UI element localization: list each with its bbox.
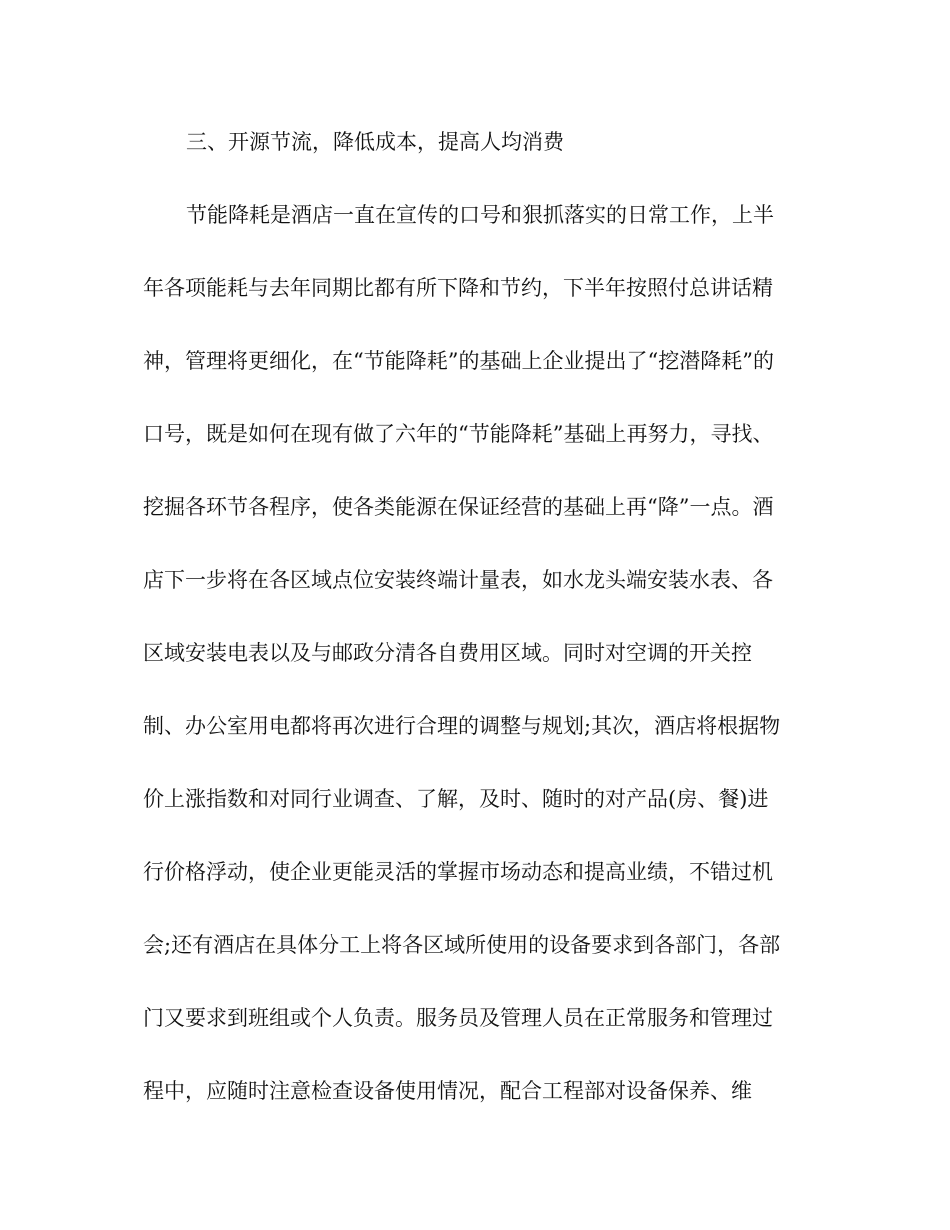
paragraph-line: 区域安装电表以及与邮政分清各自费用区域。同时对空调的开关控 bbox=[143, 641, 752, 665]
paragraph-line: 制、办公室用电都将再次进行合理的调整与规划;其次，酒店将根据物 bbox=[143, 714, 781, 738]
paragraph-line: 行价格浮动，使企业更能灵活的掌握市场动态和提高业绩，不错过机 bbox=[143, 860, 773, 884]
paragraph-line: 口号，既是如何在现有做了六年的“节能降耗”基础上再努力，寻找、 bbox=[143, 422, 774, 446]
document-body bbox=[143, 126, 808, 1148]
paragraph-line: 神，管理将更细化，在“节能降耗”的基础上企业提出了“挖潜降耗”的 bbox=[143, 349, 774, 373]
paragraph-line: 门又要求到班组或个人负责。服务员及管理人员在正常服务和管理过 bbox=[143, 1006, 773, 1030]
paragraph-line: 节能降耗是酒店一直在宣传的口号和狠抓落实的日常工作，上半 bbox=[186, 203, 774, 227]
paragraph-line: 价上涨指数和对同行业调查、了解，及时、随时的对产品(房、餐)进 bbox=[143, 787, 769, 811]
paragraph-line: 店下一步将在各区域点位安装终端计量表，如水龙头端安装水表、各 bbox=[143, 568, 773, 592]
paragraph-line: 程中，应随时注意检查设备使用情况，配合工程部对设备保养、维 bbox=[143, 1079, 752, 1103]
paragraph-line: 年各项能耗与去年同期比都有所下降和节约，下半年按照付总讲话精 bbox=[143, 276, 773, 300]
paragraph-line: 挖掘各环节各程序，使各类能源在保证经营的基础上再“降”一点。酒 bbox=[143, 495, 774, 519]
section-heading: 三、开源节流，降低成本，提高人均消费 bbox=[186, 130, 564, 154]
paragraph-line: 会;还有酒店在具体分工上将各区域所使用的设备要求到各部门，各部 bbox=[143, 933, 781, 957]
